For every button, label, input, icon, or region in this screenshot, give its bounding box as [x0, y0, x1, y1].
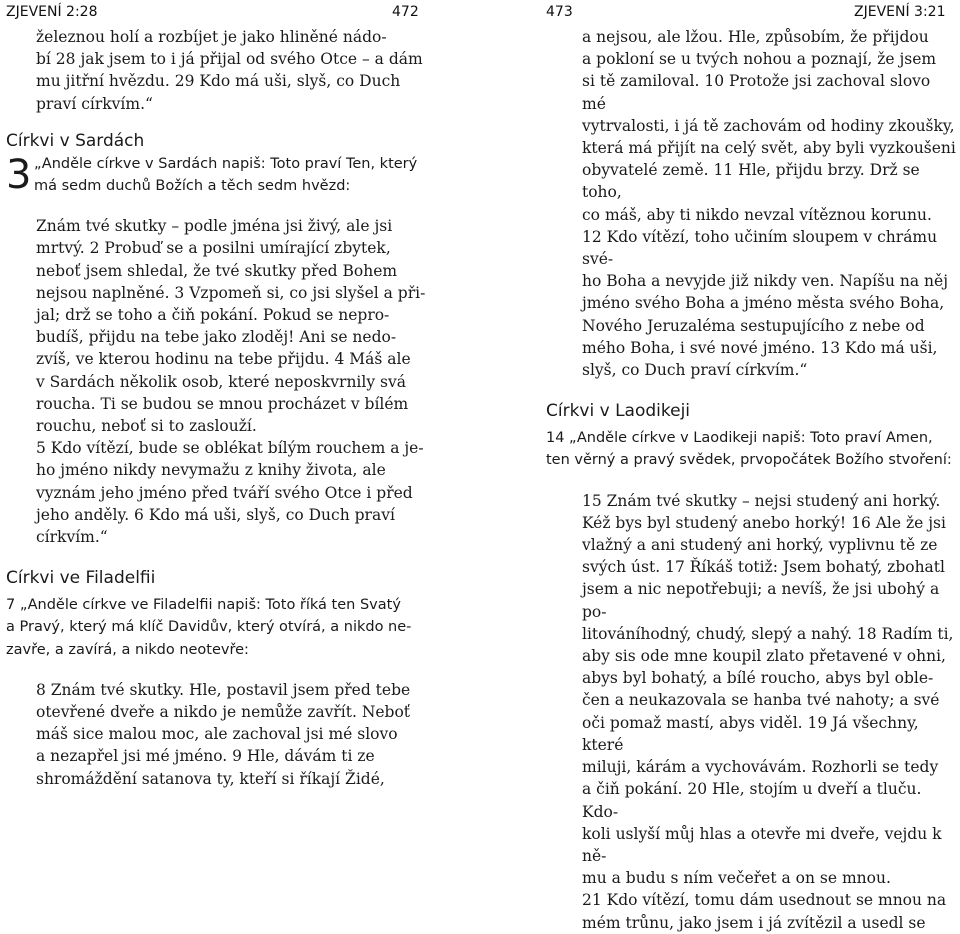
text-line: bí 28 jak jsem to i já přijal od svého Otce – a dám: [36, 50, 423, 69]
text-line: miluji, kárám a vychovávám. Rozhorli se tedy: [582, 758, 939, 777]
running-header-right: ZJEVENÍ 3:21: [854, 4, 946, 20]
intro-line: 14 „Anděle církve v Laodikeji napiš: Toto praví Amen,: [546, 430, 933, 447]
text-line: zvíš, ve kterou hodinu na tebe přijdu. 4 Máš ale: [36, 350, 411, 369]
text-line: oči pomaž mastí, abys viděl. 19 Já všechny, které: [582, 713, 919, 754]
text-line: litováníhodný, chudý, slepý a nahý. 18 Radím ti,: [582, 624, 954, 643]
intro-line: 7 „Anděle církve ve Filadelfii napiš: Toto říká ten Svatý: [6, 597, 401, 614]
text-line: 15 Znám tvé skutky – nejsi studený ani horký.: [582, 491, 941, 510]
section-heading-laodicea: Církvi v Laodikeji: [546, 401, 691, 422]
text-line: a nezapřel jsi mé jméno. 9 Hle, dávám ti ze: [36, 747, 375, 766]
text-line: obyvatelé země. 11 Hle, přijdu brzy. Drž se toho,: [582, 161, 920, 202]
text-line: svých úst. 17 Říkáš totiž: Jsem bohatý, zbohatl: [582, 558, 945, 577]
left-page: [6, 26, 456, 790]
text-line: vytrvalosti, i já tě zachovám od hodiny zkoušky,: [582, 116, 955, 135]
text-line: čen a neukazovala se hanba tvé nahoty; a své: [582, 691, 940, 710]
text-line: budíš, přijdu na tebe jako zloděj! Ani se nedo-: [36, 328, 397, 347]
text-line: Kéž bys byl studený anebo horký! 16 Ale že jsi: [582, 513, 946, 532]
philadelphia-letter: [6, 679, 456, 790]
text-line: mu jitřní hvězdu. 29 Kdo má uši, slyš, co Duch: [36, 72, 401, 91]
text-line: jméno svého Boha a jméno města svého Boha,: [582, 294, 945, 313]
text-line: Znám tvé skutky – podle jména jsi živý, ale jsi: [36, 217, 393, 236]
intro-line: „Anděle církve v Sardách napiš: Toto praví Ten, který: [34, 155, 418, 172]
text-line: máš sice malou moc, ale zachoval jsi mé slovo: [36, 725, 398, 744]
running-header-left: ZJEVENÍ 2:28: [6, 4, 98, 20]
sardis-intro: [6, 153, 456, 197]
text-line: roucha. Ti se budou se mnou procházet v bílém: [36, 394, 409, 413]
text-line: mého Boha, i své nové jméno. 13 Kdo má uši,: [582, 338, 938, 357]
text-line: a nejsou, ale lžou. Hle, způsobím, že přijdou: [582, 28, 929, 46]
text-line: v Sardách několik osob, které neposkvrnily svá: [36, 372, 406, 391]
intro-line: zavře, a zavírá, a nikdo neotevře:: [6, 641, 249, 658]
text-line: nejsou naplněné. 3 Vzpomeň si, co jsi slyšel a při-: [36, 283, 426, 302]
text-line: jsem a nic nepotřebuji; a nevíš, že jsi ubohý a po-: [582, 580, 940, 621]
text-line: Nového Jeruzaléma sestupujícího z nebe od: [582, 316, 925, 335]
text-line: jal; drž se toho a čiň pokání. Pokud se nepro-: [36, 306, 390, 325]
text-line: železnou holí a rozbíjet je jako hliněné nádo-: [36, 28, 387, 46]
text-line: a pokloní se u tvých nohou a poznají, že jsem: [582, 50, 937, 69]
text-line: ho Boha a nevyjde již nikdy ven. Napíšu na něj: [582, 272, 948, 291]
text-line: co máš, aby ti nikdo nevzal vítěznou korunu.: [582, 205, 932, 224]
text-line: mu a budu s ním večeřet a on se mnou.: [582, 869, 891, 888]
right-page: [546, 26, 956, 934]
text-line: mrtvý. 2 Probuď se a posilni umírající zbytek,: [36, 239, 391, 258]
intro-line: ten věrný a pravý svědek, prvopočátek Božího stvoření:: [546, 452, 952, 469]
text-line: 12 Kdo vítězí, toho učiním sloupem v chrámu své-: [582, 227, 938, 269]
text-line: praví církvím.“: [36, 94, 153, 113]
laodicea-intro: [546, 427, 956, 471]
text-line: církvím.“: [36, 528, 108, 547]
text-line: mém trůnu, jako jsem i já zvítězil a usedl se: [582, 913, 926, 932]
left-top-passage: [6, 26, 456, 115]
text-line: ho jméno nikdy nevymažu z knihy života, ale: [36, 461, 386, 480]
text-line: neboť jsem shledal, že tvé skutky před Bohem: [36, 261, 398, 280]
page-number-right: 473: [546, 4, 573, 20]
text-line: abys byl bohatý, a bílé roucho, abys byl oble-: [582, 669, 934, 688]
text-line: vyznám jeho jméno před tváří svého Otce i před: [36, 483, 413, 502]
right-top-passage: [546, 26, 956, 381]
text-line: která má přijít na celý svět, aby byli vyzkoušeni: [582, 139, 956, 158]
text-line: shromáždění satanova ty, kteří si říkají Židé,: [36, 769, 385, 788]
philadelphia-intro: [6, 594, 456, 661]
chapter-number: 3: [6, 151, 32, 198]
text-line: jeho anděly. 6 Kdo má uši, slyš, co Duch praví: [36, 505, 395, 524]
text-line: si tě zamiloval. 10 Protože jsi zachoval slovo mé: [582, 72, 931, 113]
laodicea-letter: [546, 490, 956, 934]
text-line: slyš, co Duch praví církvím.“: [582, 361, 808, 380]
text-line: otevřené dveře a nikdo je nemůže zavřít. Neboť: [36, 703, 411, 722]
text-line: 21 Kdo vítězí, tomu dám usednout se mnou na: [582, 891, 947, 910]
section-heading-philadelphia: Církvi ve Filadelfii: [6, 568, 156, 589]
section-heading-sardis: Církvi v Sardách: [6, 130, 145, 151]
text-line: koli uslyší můj hlas a otevře mi dveře, vejdu k ně-: [582, 824, 942, 865]
text-line: vlažný a ani studený ani horký, vyplivnu tě ze: [582, 536, 938, 555]
text-line: 5 Kdo vítězí, bude se oblékat bílým rouchem a je-: [36, 439, 424, 458]
text-line: aby sis ode mne koupil zlato přetavené v ohni,: [582, 647, 946, 666]
text-line: a čiň pokání. 20 Hle, stojím u dveří a tluču. Kdo-: [582, 780, 922, 821]
intro-line: má sedm duchů Božích a těch sedm hvězd:: [34, 178, 351, 195]
text-line: 8 Znám tvé skutky. Hle, postavil jsem před tebe: [36, 680, 411, 699]
sardis-letter: [6, 215, 456, 548]
text-line: rouchu, neboť si to zaslouží.: [36, 417, 257, 436]
intro-line: a Pravý, který má klíč Davidův, který otvírá, a nikdo ne-: [6, 619, 412, 636]
page-number-left: 472: [392, 4, 419, 20]
